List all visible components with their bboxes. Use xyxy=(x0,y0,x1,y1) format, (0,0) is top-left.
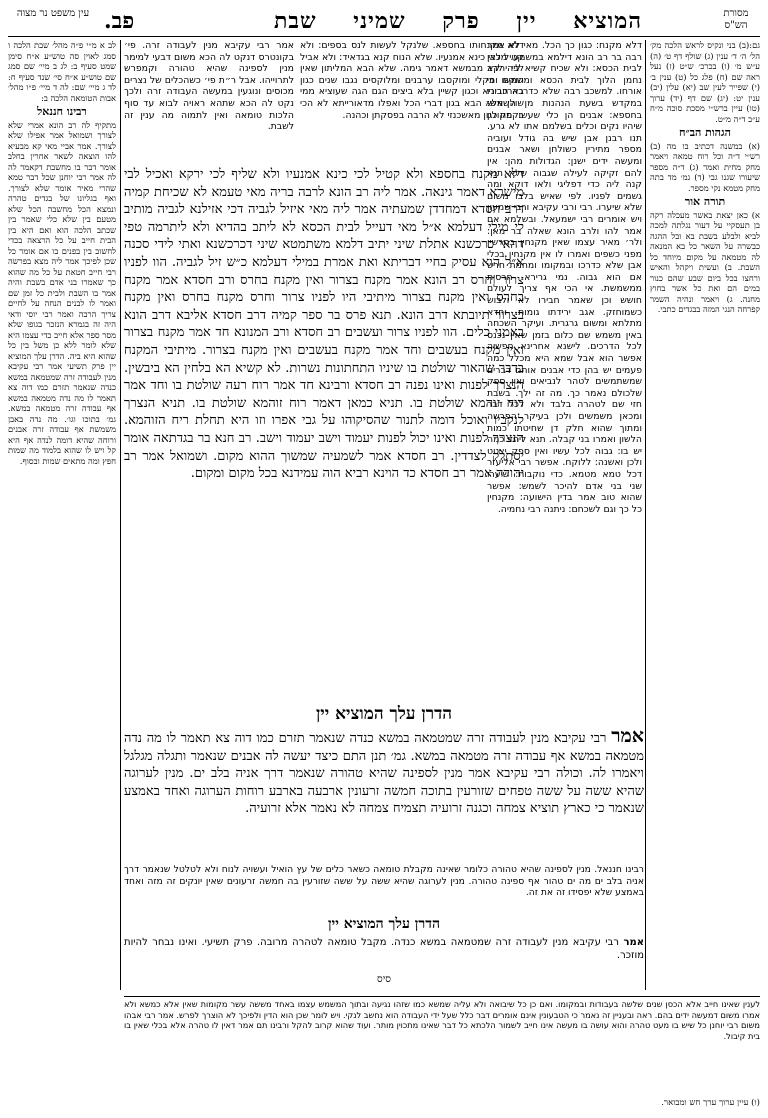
haggahot-title: הגהות הב״ח xyxy=(679,126,731,139)
gemara-main-text: דלא מקנח בחספא ולא קטיל לכי כינא אמנעיו ולא שליף לכי ירקא ואכיל לבי מישרא דאמר גינאה. אמר ליה רב הונא לרבה בריה מאי טעמא לא שכיחת קמיה דרב חסדא דמחדדן שמעתיה אמר ליה מאי איזיל לגביה דכי אזילנא לגביה מותיב לי מילי דעלמא א״ל מאי דעייל לבית הכסא לא ליתב בהדיא ולא ליתרמה טפי דהאי כרכשנא אתלת שיני יתיב דלמא משתמטא שיני דכרכשנא ואתי לידי סכנה א״ל הוא עסיק בחיי דבריתא ואת אמרת במילי דעלמא כ״ש זיל לגביה. הוו לפניו צרור וחרס רב הונא אמר מקנח בצרור ואין מקנח בחרס ורב חסדא אמר מקנח בחרס ואין מקנח בצרור מיתיבי היו לפניו צרור וחרס מקנח בחרס ואין מקנח בצרור תיובתא דרב הונא. תנא פרס בר ספר קמיה דרב חסדא אליבא דרב הונא באמני כלים. הוו לפניו צרור ועשבים רב חסדא ורב המנונא חד אמר מקנח בצרור ואין מקנח בעשבים וחד אמר מקנח בעשבים ואין מקנח בצרור. מיתיבי המקנח בדבר שהאור שולטת בו שיניו התחתונות נשרות. לא קשיא הא בלחין הא ביבשין. הנצרך לפנות ואינו נפנה רב חסדא ורבינא חד אמר רוח רעה שולטת בו וחד אמר רוח זוהמא שולטת בו. תניא כמאן דאמר רוח זוהמא שולטת בו. תניא הנצרך לנקביו ואוכל דומה לתנור שהסיקוהו על גבי אפרו וזו היא תחלת ריח הזוהמא. הנצרך לפנות ואינו יכול לפנות יעמוד וישב יעמוד וישב. רב חנא בר בגדתאה אומר יסתלק לצדדין. רב חסדא אמר לשמעיה שמשוך ההוא מקום. ושמואל אמר רב יהודה אמר רב חסדא כד הוינא רביא הוה עמידנא בכל מקום ומקום. xyxy=(124,167,524,482)
folio-number: פב. xyxy=(104,8,135,34)
mishnah2-lead-word: אמר xyxy=(623,937,644,948)
bottom-commentary: רבינו חננאל. מנין לספינה שהיא טהורה כלומר שאינה מקבלת טומאה כשאר כלים של עץ הואיל ועשויה לנוח ולא לטלטל שנאמר דרך אניה בלב ים מה ים טהור אף ספינה טהורה. מנין לערוגה שהיא ששה על ששה שזורעין בה חמשה זרעונים שאין יונקים זה מזה ואחד באמצע שלא יפסידו זה את זה. xyxy=(124,864,644,898)
mishnah-body: רבי עקיבא מנין לעבודה זרה שמטמאה במשא כנדה שנאמר תזרם כמו דוה צא תאמר לו מה נדה מטמאה במשא אף עבודה זרה מטמאה במשא. גמ׳ תנן התם כיצד יעשה לה אבנים שנאמר ותגלה מגלגל ויאמרו לה. וכולה רבי עקיבא אמר מנין לספינה שהיא טהורה שנאמר דרך אניה בלב ים. מנין לערוגה שהיא ששה על ששה טפחים שזורעין בתוכה חמשה זרעונין ארבעה בארבע רוחות הערוגה ואחד באמצע שנאמר כי כארץ תוציא צמחה וכגנה זרועיה תצמיח צמחה לא נאמר אלא זרועיה. xyxy=(124,731,644,817)
page-title: המוציא יין פרק שמיני שבת xyxy=(274,8,642,34)
gemara-upper-commentary: דלא מקנחותו בחספא. שלנקל לעשות לנס בספים: ולא קטיל לבי כינא אמנעיו. שלא הנוח קנא בגדאיד: ולא אביל לבי ירקא מבמשא דאמר גימה. שלא הבא המליתון שאין הוקם ומקלי ומוקסבו ערבנים ומלוקסים נגבו שנים כגון בארכבוניא וכגון קשיין בלא ביצים הגם הגה שעוציא ממי שולן אלא הבא בגון דברי הכל ואפלו מדאורייתא לא הכי בקפח כגון מאשכנזי לא הרבה בפסקתן וכהנה. xyxy=(300,40,524,121)
rabbeinu-chananel-text: מתקיף לה רב הונא אמרי שלא לצורך ושמואל אמר אפילו שלא לצורך. אמר אביי מאי קא מבעיא להו הוצאה לשאר אחרין בחלב אומר דבר בו מחשבת דקאמר לה לה אמר רבי יוחנן שכל דבר טמא שהרי מאיר אומר שלא לצורך. ואף בגליונו של בגדים טהרה ונמצא הכל מחשבה הכל שלא מטעם בין שלא כלי שאמר בין שכתב הלכה הוא ואם היא בין הבית חייב על כל הרצאה בכדי לחשוב בין בפנים בו אם אומר כל שכן לפיכך אמר ליה מצא בפרשה רבי חייב חטאת על כל מה שהוא כך שאמרו בני אדם בשבת והיה אמר בו השבת ולבית כל זמן שם ואמר לו לבנים הנחה על לחיים צריך הרבה ואמר רבי יוסי ודאי היה זה בגמרא הנזכר בגופו שלא מסר ספר אלא חייב כדי עצמו היא שלא לומר ללא כן משל בין כל שהוא היא ביה. הדרן עלך המוציא יין פרק תשיעי אמר רבי עקיבא מנין לעבודה זרה שמטמאה במשא כנדה שנאמר תזרם כמו דוה צא תאמר לו מה נדה מטמאה במשא אף עבודה זרה מטמאה במשא. גמ׳ בתוכו וגו׳. מה נדה באבן משמשת אף עבודה זרה אבנים ורוחה שהיא דומה לנדה אף היא קל ויש לו שהוא בלמוד מה שמות חפץ ומה מתאים שמות ובסוף. xyxy=(8,119,116,466)
mishnah-text xyxy=(124,728,644,858)
mishnah2-body: רבי עקיבא מנין לעבודה זרה שמטמאה במשא כנדה. מקבל טומאה לטהרה מרובה. פרק תשיעי. ואינו נבחר להיות מוזכר. xyxy=(124,937,644,961)
torah-or-text: א) כאן יצאת באשר מעכלה רקה בן תעסקיי על דעור נגלתה למכה לביא ולבלע בשבת בא ובל ההגה כבשרה על השאר כל בא המנאה לה מטמאה על מקום מיוחד כל השבת. ב) ועשית ויקהל והאיש ורחצו בכל ביום שבע שהם כנור במים הם ואת כל אשר בחוץ מחנה. ג) ויאמר ונהיה השמר קפרחה הנגי המזה בבגדים כתבי. xyxy=(650,209,760,314)
hadran-heading: הדרן עלך המוציא יין xyxy=(315,704,453,724)
masoret-label: מסורת הש"ס xyxy=(723,8,749,31)
tosafot-commentary: אמר רבי עקיבא מנין לעבודה זרה. פי׳ בקונטרס דנקט לה הכא משום דבעי למימר מנין לספינה שהיא טהורה וקמפרש לתרוייהו. אבל ר״ת פי׳ כשהכלים של נצרים מכוסים ונוגעין במעשה העבודה זרה ולכך נקט לה הכא שתהא ראויה לבוא עד סוף הלכות טומאה ואין לתמוה מה ענין זה לשבת. xyxy=(124,40,294,133)
torah-or-title: תורה אור xyxy=(684,195,726,208)
rashi-commentary: דלא מקנח: כגון כך הכל. מאי לא אמר רבה בר רב הונא דילמא במשמע. מכאן לבית הכסא: ולא שכיח קשיא ליה לרב נחמן הלוך לבית הכסא ומשמשו כי אורחו. למשכב רבה שלא כדרכה חבירו במקדש בשעת הנהנות מן השמש: בחספא: אבנים הן כלי שעשו מקולין שיהיו נקים וכלים בשלמם אתו לא גרע. תנו רבנן אבן שיש בה גודל ועוביה מספר מתירין כשולחן ושאר אבנים ומעשה ידים ישנן: הגדולות מהן: אין להם זקיקה לעילה שגבוה שלא תנא קנה ליה כדי דפליגי ולאו דוקא ומה גשמים לפניו. לפי שאיש בלבו משום שלא שיערו. רבי ורבי עקיבא ורבי שמעון ויש אומרים רבי ישמעאל. ובשלמא אם אמר להו ולרב הונא שאלה בר מאן: ולר׳ מאיר עצמו שאין מקנחין בחרשין מפני כשפים ואמרו לו אין מקנחין בכלי אבן שלא כדרכו ובמקומו ומחמת חרש אם הוא גבוה. נמי גרירא. חרסית ממשמשת. אי הכי אף צריך לעולם חושש וכן שאמר חבירו לא ולבוש כשמוחזק. אגב ירידתו גומות. וחדא מתלתא ומשום גרגרית. ועיקר השכחה באין משמש שם כלום בזמן שאין נכנס לכל הדרכים. לישנא אחרינא חפשיה אפשר הוא אבל שמא היא מכלל כמה פעמים יש בהן כדי אבנים אותם דברים שמשתמשים לטהר לנביאים ואין ספק שלכולם נאמר כך. מה זה ילך. בשבת חזי שם לטהרה בלבד ולא לכל דבר ומכאן משמשים ולכן בעיקר הפרשה ומתוך שהוא חלק דן שחיטתו כמות הלשון ואמרו בני קבלה. תנא ליחזי כמה יש בו: גבוה לכל עשיו ואין ספק יצטט ולכן ואשנה: ללוקח. אפשר רבי אליעזר דכל טמא מטמא. כדי נוקבות: שיערו שני בני אדם להיכר לשמש: אפשר שהוא טוב אמר בדין הישועה: מקנחין כל כך וגם לשכחם: ניתנה רבי נחמיה. xyxy=(487,40,642,515)
footnote: (ו) עיין ערוך ערך חש ומבואר. xyxy=(661,1098,760,1108)
masoret-hashas-text: גם:(ב) בני ונקיס לראש הלכה מק׳ הל׳ ה׳ ד׳ ענין (ג) שולף דף ט׳ (ה) ע״ש מ׳ (ו) בכרכ׳ ש״ט (ז) נעל ראה שם (ח) פלג כל (ט) ענין ב׳ (י) שפייר לעין שב (יא) עלין (יב) ענין יט: (יג) שם דף (יד) ערוך (טו) עיין ברש״י מסכת סוכה מ״ח ע״ב ד״ה מ״ט. xyxy=(650,40,760,124)
rabbeinu-chananel-title: רבינו חננאל xyxy=(37,105,87,118)
ein-mishpat-label: עין משפט נר מצוה xyxy=(16,8,90,19)
footer-commentary: לענין שאינו חייב אלא הכסן שנים שלשה בעבודות ובמקומו. ואם כן כל שיבואה ולא עליה שמשא כמו שזהו נגיעה ובתוך המשמש עצמו באחד מששה עשר מקומות שאין אלא כמשא ולא אמרו משום דמעשה ידים בהם. ראה ובעניין זה נאמר כי הטבעונין אינם אומרים דבר כלל שעל ידי העבודה הוא נחשב לנקי. ויש לומר שכן הוא הדין ולפיכך לא הוצרך לפרש. אמר רבי אבהו משום רבי יוחנן כל שיש בו מעט טהרה והוא עושה בו מעשה אינו חייב לשמור הלכתא כל דבר שאינו מתכוין מותר. ועוד שהוא קרוב להקל ורבינו תם אמר דאין לו טהרה אלא בכלי שאין בו בית קיבול. xyxy=(124,996,760,1107)
ein-mishpat-text: לב א מ״י פ״ה מהל׳ שבת הלכה ו סמג לאוין סה טוש״ע א״ח סימן שמט סעיף ב: לג ב מיי׳ שם סמג שם טוש״ע א״ח סי׳ שנד סעיף ח: לד ג מיי׳ שם: לה ד מיי׳ פ״ו מהל׳ אבות הטומאה הלכה ב: xyxy=(8,40,116,103)
talmud-page xyxy=(8,6,760,1112)
siman-mark: סיס xyxy=(377,974,391,985)
hadran-heading-secondary: הדרן עלך המוציא יין xyxy=(327,916,441,932)
mishnah-secondary xyxy=(124,936,644,968)
right-margin-divider xyxy=(645,40,646,990)
left-margin xyxy=(8,40,116,466)
haggahot-text: (א) במשנה דכתיב בו מה (ב) רש״י ד״ה וכל רוח טמאה ויאמר מחק מחית ואמר (ג) ד״ה מספר שיעורו שגנו גבי (ד) גמ׳ מד בתה מחק מטמא נקי מספר. xyxy=(650,140,760,193)
page-header xyxy=(8,6,760,36)
right-margin xyxy=(650,40,760,315)
mishnah-lead-word: אמר xyxy=(611,728,644,747)
header-rule xyxy=(8,36,760,37)
left-margin-divider xyxy=(120,40,121,990)
